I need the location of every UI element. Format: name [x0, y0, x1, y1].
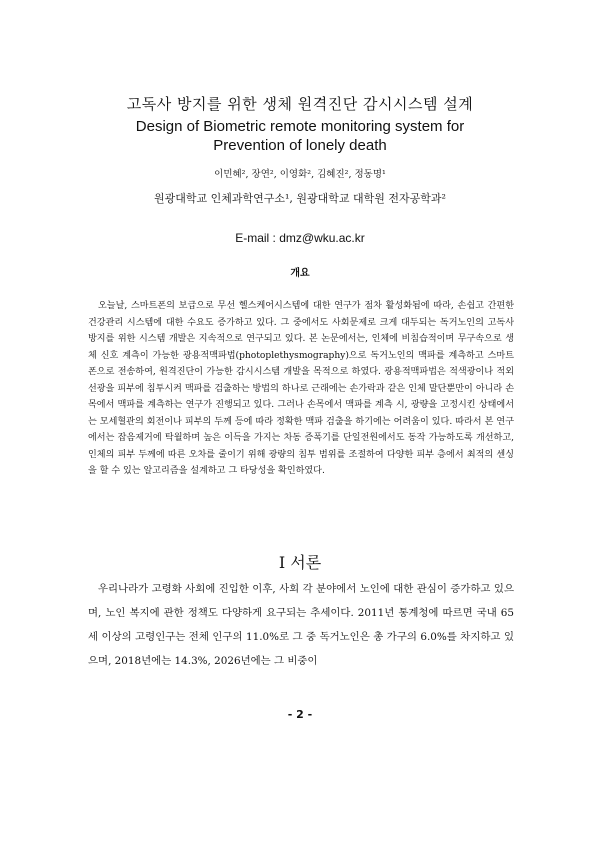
- abstract-body: 오늘날, 스마트폰의 보급으로 무선 헬스케어시스템에 대한 연구가 점차 활성화됨에 따라, 손쉽고 간편한 건강관리 시스템에 대한 수요도 증가하고 있다. 그 중에서도 사회문제로 크게 대두되는 독거노인의 고독사 방지를 위한 시스템 개발은 지속적으로 연구되고 있다. 본 논문에서는, 인체에 비침습적이며 무구속으로 생체 신호 계측이 가능한 광용적맥파법(photoplethysmography)으로 독거노인의 맥파를 계측하고 스마트 폰으로 전송하여, 원격진단이 가능한 감시시스템 개발을 목적으로 하였다. 광용적맥파법은 적색광이나 적외선광을 피부에 침투시켜 맥파를 검출하는 방법의 하나로 근래에는 손가락과 같은 인체 말단뿐만이 아니라 손목에서 맥파를 계측하는 연구가 진행되고 있다. 그러나 손목에서 맥파를 계측 시, 광량을 고정시킨 상태에서는 모세혈관의 회전이나 피부의 두께 등에 따라 정확한 맥파 검출을 하기에는 어려움이 있다. 따라서 본 연구에서는 잡음제거에 탁월하며 높은 이득을 가지는 차동 증폭기를 단일전원에서도 동작 가능하도록 개선하고, 인체의 피부 두께에 따른 오차를 줄이기 위해 광량의 침투 범위를 조절하여 다양한 피부 층에서 최적의 센싱을 할 수 있는 알고리즘을 설계하고 그 타당성을 확인하였다.: [88, 301, 514, 476]
- introduction-body: 우리나라가 고령화 사회에 진입한 이후, 사회 각 분야에서 노인에 대한 관심이 증가하고 있으며, 노인 복지에 관한 정책도 다양하게 요구되는 추세이다. 2011년 통계청에 따르면 국내 65세 이상의 고령인구는 전체 인구의 11.0%로 그 중 독거노인은 총 가구의 6.0%를 차지하고 있으며, 2018년에는 14.3%, 2026년에는 그 비중이: [88, 583, 514, 667]
- section-title-introduction: I 서론: [278, 553, 322, 572]
- author-list: 이민혜², 장연², 이영화², 김혜진², 정동명¹: [214, 169, 386, 180]
- title-english-line1: Design of Biometric remote monitoring system for: [135, 118, 465, 135]
- contact-email: E-mail : dmz@wku.ac.kr: [235, 231, 365, 245]
- abstract-heading: 개요: [290, 268, 310, 279]
- title-english: [0, 117, 600, 155]
- title-korean: 고독사 방지를 위한 생체 원격진단 감시시스템 설계: [126, 95, 474, 113]
- page-number: - 2 -: [287, 708, 313, 721]
- title-english-line2: Prevention of lonely death: [213, 137, 387, 154]
- affiliations: 원광대학교 인체과학연구소¹, 원광대학교 대학원 전자공학과²: [154, 192, 446, 205]
